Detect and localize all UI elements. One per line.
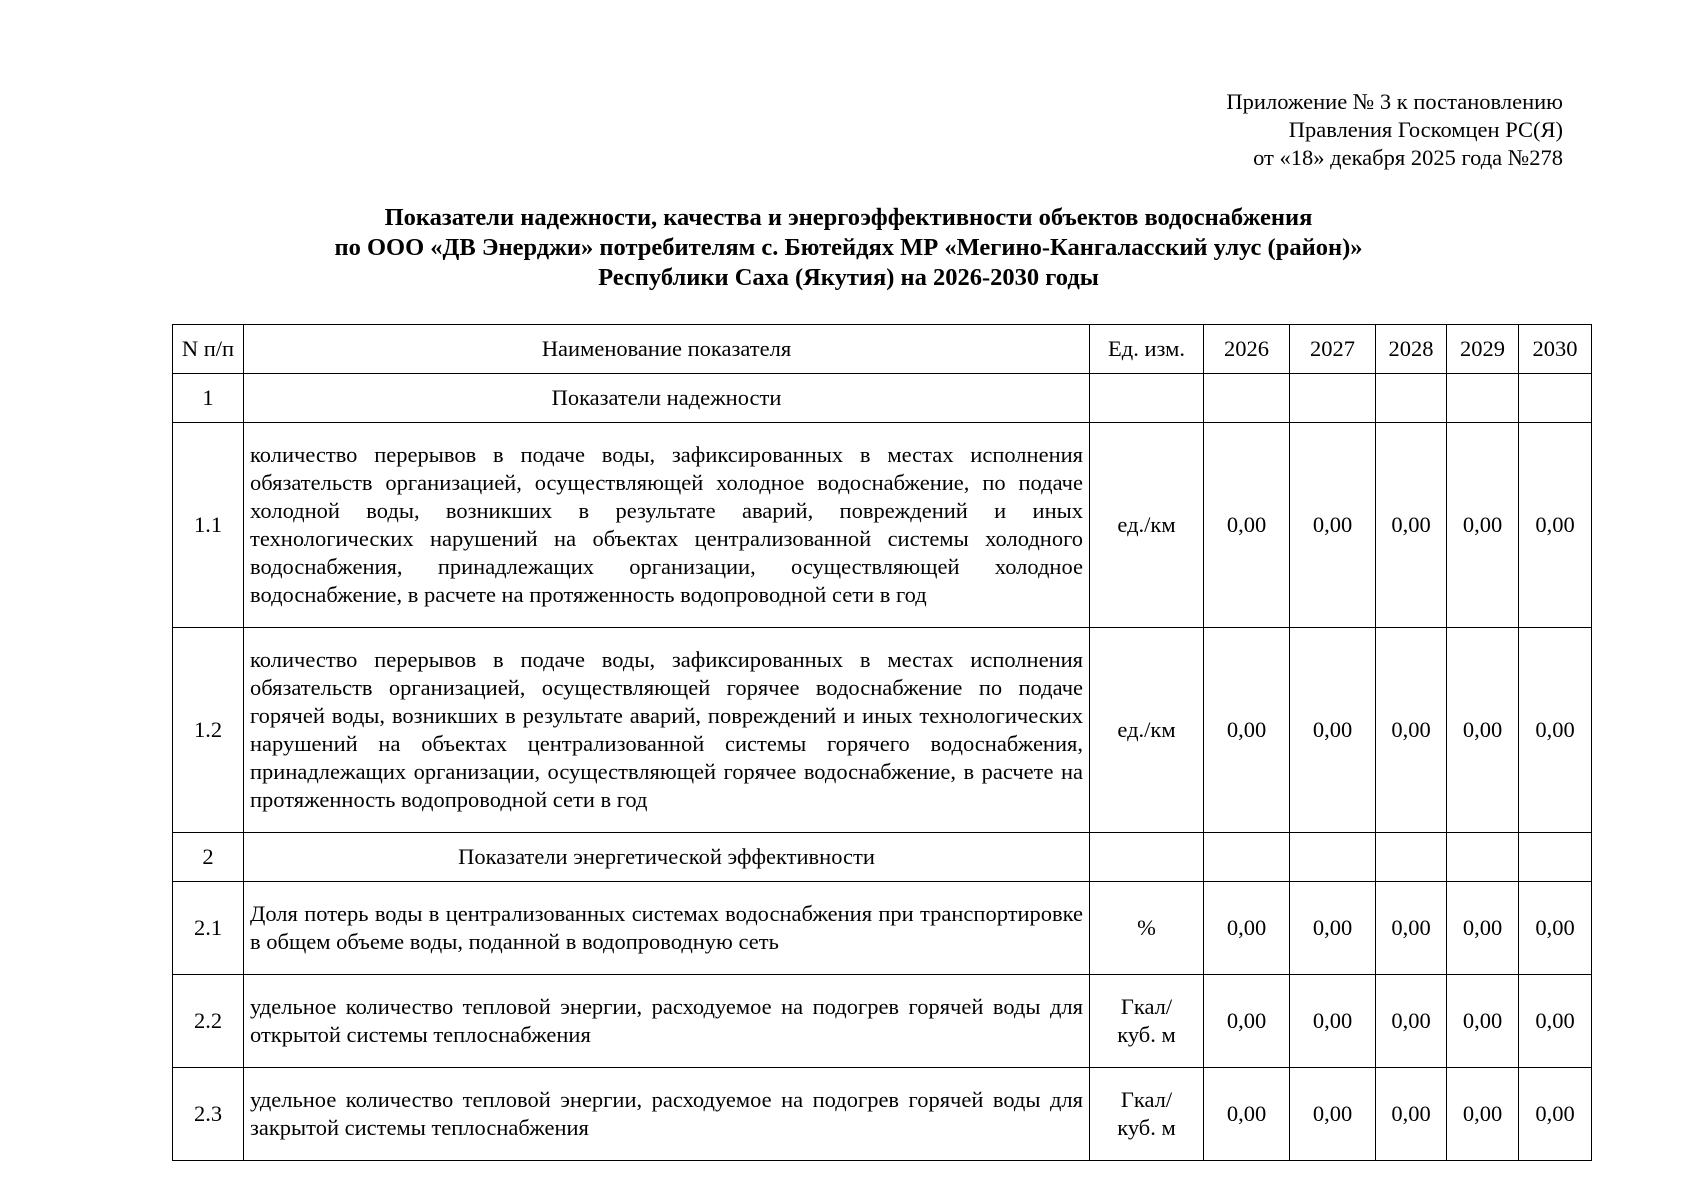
row-unit-line: куб. м [1117,1022,1176,1047]
column-header-year: 2029 [1447,325,1519,374]
attachment-line: Приложение № 3 к постановлению [1226,89,1563,114]
row-unit-line: Гкал/ [1120,1087,1173,1112]
row-value: 0,00 [1376,628,1447,833]
row-name: Показатели энергетической эффективности [244,833,1090,882]
row-value: 0,00 [1204,628,1290,833]
table-row [173,628,1592,833]
row-name: количество перерывов в подаче воды, зафиксированных в местах исполнения обязательств организацией, осуществляющей горячее водоснабжение по подаче горячей воды, возникших в результате аварий, повреждений и иных технологических нарушений на объектах централизованной системы горячего водоснабжения, принадлежащих организации, осуществляющей горячее водоснабжение, в расчете на протяженность водопроводной сети в год [244,628,1090,833]
row-value: 0,00 [1204,1068,1290,1161]
row-value: 0,00 [1204,423,1290,628]
title-line: по ООО «ДВ Энерджи» потребителям с. Бютейдях МР «Мегино-Кангаласский улус (район)» [334,234,1363,261]
row-value [1290,374,1376,423]
column-header-unit: Ед. изм. [1090,325,1204,374]
row-value: 0,00 [1447,975,1519,1068]
table-row [173,1068,1592,1161]
row-value: 0,00 [1376,1068,1447,1161]
row-num: 2.2 [173,975,244,1068]
row-unit: ед./км [1090,628,1204,833]
row-num: 1 [173,374,244,423]
row-unit [1090,1068,1204,1161]
row-value [1376,833,1447,882]
row-value: 0,00 [1290,628,1376,833]
row-unit: ед./км [1090,423,1204,628]
row-value: 0,00 [1447,628,1519,833]
row-num: 2 [173,833,244,882]
row-value [1376,374,1447,423]
row-name: Показатели надежности [244,374,1090,423]
table-row [173,975,1592,1068]
row-value: 0,00 [1519,628,1592,833]
column-header-year: 2028 [1376,325,1447,374]
row-unit-line: Гкал/ [1120,994,1173,1019]
row-name: Доля потерь воды в централизованных системах водоснабжения при транспортировке в общем объеме воды, поданной в водопроводную сеть [244,882,1090,975]
row-value: 0,00 [1519,882,1592,975]
row-num: 1.1 [173,423,244,628]
row-value [1447,374,1519,423]
column-header-year: 2027 [1290,325,1376,374]
attachment-line: от «18» декабря 2025 года №278 [1253,145,1563,170]
row-value: 0,00 [1376,882,1447,975]
attachment-line: Правления Госкомцен РС(Я) [1288,117,1563,142]
row-value [1204,374,1290,423]
table-row [173,882,1592,975]
row-value: 0,00 [1447,882,1519,975]
row-unit [1090,833,1204,882]
title-line: Республики Саха (Якутия) на 2026-2030 годы [598,264,1099,291]
table-row-section [173,833,1592,882]
column-header-year: 2030 [1519,325,1592,374]
row-unit [1090,374,1204,423]
attachment-note [1226,88,1563,172]
row-num: 2.1 [173,882,244,975]
column-header-year: 2026 [1204,325,1290,374]
row-name: количество перерывов в подаче воды, зафиксированных в местах исполнения обязательств организацией, осуществляющей холодное водоснабжение, по подаче холодной воды, возникших в результате аварий, повреждений и иных технологических нарушений на объектах централизованной системы холодного водоснабжения, принадлежащих организации, осуществляющей холодное водоснабжение, в расчете на протяженность водопроводной сети в год [244,423,1090,628]
row-value: 0,00 [1204,882,1290,975]
row-value: 0,00 [1290,882,1376,975]
row-value [1519,374,1592,423]
column-header-num: N п/п [173,325,244,374]
row-value: 0,00 [1447,423,1519,628]
row-value: 0,00 [1204,975,1290,1068]
row-unit: % [1090,882,1204,975]
row-value [1290,833,1376,882]
table-row-section [173,374,1592,423]
row-num: 1.2 [173,628,244,833]
row-value: 0,00 [1290,1068,1376,1161]
row-value: 0,00 [1290,975,1376,1068]
row-value: 0,00 [1519,1068,1592,1161]
column-header-name: Наименование показателя [244,325,1090,374]
row-unit [1090,975,1204,1068]
row-unit-line: куб. м [1117,1115,1176,1140]
row-name: удельное количество тепловой энергии, расходуемое на подогрев горячей воды для открытой системы теплоснабжения [244,975,1090,1068]
indicators-table [172,324,1592,1161]
row-value: 0,00 [1519,423,1592,628]
row-value [1204,833,1290,882]
document-title [0,203,1697,293]
row-value: 0,00 [1447,1068,1519,1161]
row-value: 0,00 [1290,423,1376,628]
row-value [1447,833,1519,882]
row-value: 0,00 [1376,423,1447,628]
title-line: Показатели надежности, качества и энергоэффективности объектов водоснабжения [384,204,1313,231]
row-value [1519,833,1592,882]
row-name: удельное количество тепловой энергии, расходуемое на подогрев горячей воды для закрытой системы теплоснабжения [244,1068,1090,1161]
row-num: 2.3 [173,1068,244,1161]
table-row [173,423,1592,628]
table-header-row [173,325,1592,374]
row-value: 0,00 [1376,975,1447,1068]
row-value: 0,00 [1519,975,1592,1068]
